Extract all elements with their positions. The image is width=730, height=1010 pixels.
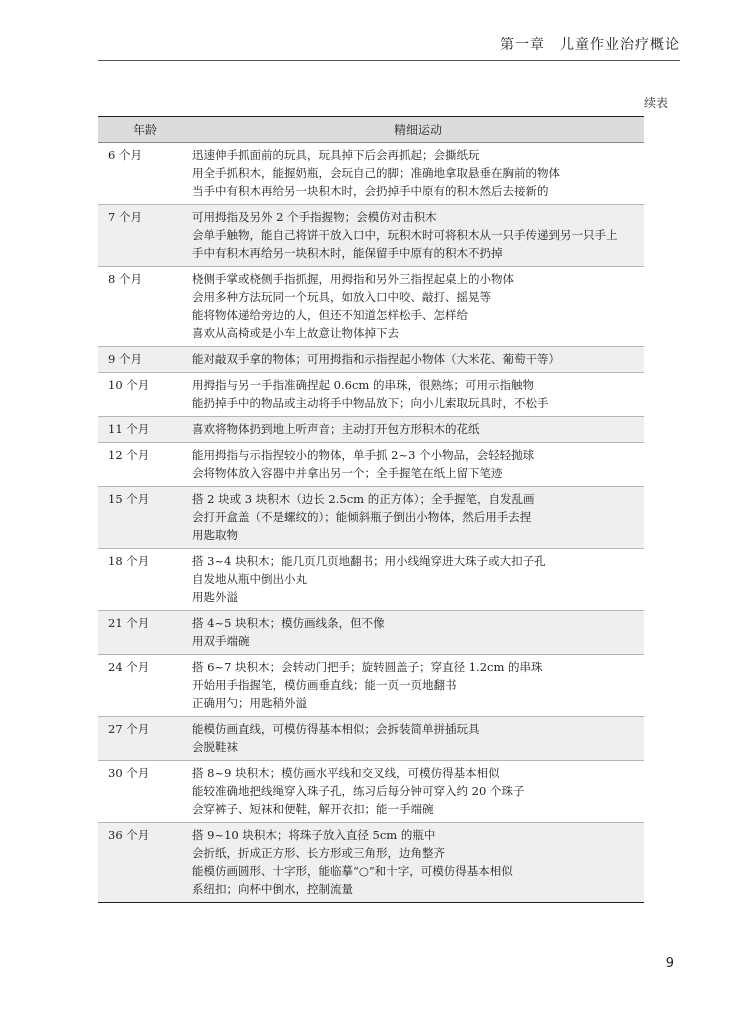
description-line: 喜欢将物体扔到地上听声音；主动打开包方形积木的花纸 xyxy=(192,422,480,436)
age-cell: 9 个月 xyxy=(98,347,192,373)
description-line: 会折纸，折成正方形、长方形或三角形，边角整齐 xyxy=(192,846,445,860)
table-row xyxy=(98,443,644,487)
description-line: 能较准确地把线绳穿入珠子孔，练习后每分钟可穿入约 20 个珠子 xyxy=(192,784,525,798)
table-row xyxy=(98,417,644,443)
description-line: 可用拇指及另外 2 个手指握物；会模仿对击积木 xyxy=(192,210,437,224)
description-line: 能将物体递给旁边的人，但还不知道怎样松手、怎样给 xyxy=(192,308,468,322)
age-cell: 27 个月 xyxy=(98,717,192,761)
table-body xyxy=(98,143,644,903)
page-number: 9 xyxy=(665,956,674,971)
header-rule xyxy=(98,60,680,61)
age-cell: 8 个月 xyxy=(98,267,192,347)
fine-motor-cell xyxy=(192,823,644,903)
age-cell: 15 个月 xyxy=(98,487,192,549)
age-cell: 12 个月 xyxy=(98,443,192,487)
description-line: 会穿裤子、短袜和便鞋，解开衣扣；能一手端碗 xyxy=(192,802,434,816)
description-line: 迅速伸手抓面前的玩具，玩具掉下后会再抓起；会撕纸玩 xyxy=(192,148,480,162)
age-cell: 21 个月 xyxy=(98,611,192,655)
description-line: 手中有积木再给另一块积木时，能保留手中原有的积木不扔掉 xyxy=(192,246,503,260)
header-age: 年龄 xyxy=(98,117,192,143)
age-cell: 30 个月 xyxy=(98,761,192,823)
table-row xyxy=(98,347,644,373)
header-fine-motor: 精细运动 xyxy=(192,117,644,143)
fine-motor-table xyxy=(98,116,644,903)
table-row xyxy=(98,487,644,549)
table-row xyxy=(98,205,644,267)
chapter-header-title: 第一章 儿童作业治疗概论 xyxy=(500,37,680,53)
description-line: 当手中有积木再给另一块积木时，会扔掉手中原有的积木然后去接新的 xyxy=(192,184,549,198)
description-line: 能模仿画直线，可模仿得基本相似；会拆装简单拼插玩具 xyxy=(192,722,480,736)
age-cell: 24 个月 xyxy=(98,655,192,717)
age-cell: 36 个月 xyxy=(98,823,192,903)
table-row xyxy=(98,611,644,655)
age-cell: 10 个月 xyxy=(98,373,192,417)
description-line: 桡侧手掌或桡侧手指抓握，用拇指和另外三指捏起桌上的小物体 xyxy=(192,272,514,286)
description-line: 开始用手指握笔，模仿画垂直线；能一页一页地翻书 xyxy=(192,678,457,692)
fine-motor-cell xyxy=(192,717,644,761)
description-line: 搭 3~4 块积木；能几页几页地翻书；用小线绳穿进大珠子或大扣子孔 xyxy=(192,554,546,568)
description-line: 搭 9~10 块积木；将珠子放入直径 5cm 的瓶中 xyxy=(192,828,436,842)
age-cell: 6 个月 xyxy=(98,143,192,205)
table-row xyxy=(98,373,644,417)
description-line: 用双手端碗 xyxy=(192,634,250,648)
fine-motor-cell xyxy=(192,611,644,655)
table-row xyxy=(98,143,644,205)
description-line: 用全手抓积木，能握奶瓶，会玩自己的脚；准确地拿取悬垂在胸前的物体 xyxy=(192,166,560,180)
description-line: 搭 4~5 块积木；模仿画线条，但不像 xyxy=(192,616,385,630)
description-line: 会打开盒盖（不是螺纹的）；能倾斜瓶子倒出小物体，然后用手去捏 xyxy=(192,510,532,524)
description-line: 用匙外溢 xyxy=(192,590,238,604)
description-line: 搭 6~7 块积木；会转动门把手；旋转圆盖子；穿直径 1.2cm 的串珠 xyxy=(192,660,543,674)
fine-motor-cell xyxy=(192,205,644,267)
fine-motor-cell xyxy=(192,443,644,487)
description-line: 会单手触物，能自己将饼干放入口中，玩积木时可将积木从一只手传递到另一只手上 xyxy=(192,228,618,242)
table-header-row xyxy=(98,117,644,143)
fine-motor-cell xyxy=(192,549,644,611)
description-line: 喜欢从高椅或是小车上故意让物体掉下去 xyxy=(192,326,399,340)
description-line: 会脱鞋袜 xyxy=(192,740,238,754)
fine-motor-cell xyxy=(192,267,644,347)
age-cell: 18 个月 xyxy=(98,549,192,611)
description-line: 能扔掉手中的物品或主动将手中物品放下；向小儿索取玩具时，不松手 xyxy=(192,396,549,410)
age-cell: 7 个月 xyxy=(98,205,192,267)
fine-motor-cell xyxy=(192,347,644,373)
description-line: 能对敲双手拿的物体；可用拇指和示指捏起小物体（大米花、葡萄干等） xyxy=(192,352,560,366)
table-row xyxy=(98,717,644,761)
description-line: 系纽扣；向杯中倒水，控制流量 xyxy=(192,882,353,896)
description-line: 自发地从瓶中倒出小丸 xyxy=(192,572,307,586)
fine-motor-cell xyxy=(192,761,644,823)
description-line: 搭 8~9 块积木；模仿画水平线和交叉线，可模仿得基本相似 xyxy=(192,766,500,780)
fine-motor-cell xyxy=(192,417,644,443)
description-line: 正确用勺；用匙稍外溢 xyxy=(192,696,307,710)
fine-motor-cell xyxy=(192,487,644,549)
description-line: 会用多种方法玩同一个玩具，如放入口中咬、敲打、摇晃等 xyxy=(192,290,491,304)
table-row xyxy=(98,549,644,611)
fine-motor-cell xyxy=(192,373,644,417)
description-line: 搭 2 块或 3 块积木（边长 2.5cm 的正方体）；全手握笔，自发乱画 xyxy=(192,492,535,506)
description-line: 用匙取物 xyxy=(192,528,238,542)
table-row xyxy=(98,267,644,347)
description-line: 能模仿画圆形、十字形，能临摹“○”和十字，可模仿得基本相似 xyxy=(192,864,513,878)
table-row xyxy=(98,761,644,823)
fine-motor-cell xyxy=(192,655,644,717)
table-row xyxy=(98,823,644,903)
fine-motor-cell xyxy=(192,143,644,205)
description-line: 会将物体放入容器中并拿出另一个；全手握笔在纸上留下笔迹 xyxy=(192,466,503,480)
continued-label: 续表 xyxy=(643,96,668,110)
table-row xyxy=(98,655,644,717)
age-cell: 11 个月 xyxy=(98,417,192,443)
description-line: 能用拇指与示指捏较小的物体，单手抓 2~3 个小物品，会轻轻抛球 xyxy=(192,448,535,462)
description-line: 用拇指与另一手指准确捏起 0.6cm 的串珠，很熟练；可用示指触物 xyxy=(192,378,534,392)
